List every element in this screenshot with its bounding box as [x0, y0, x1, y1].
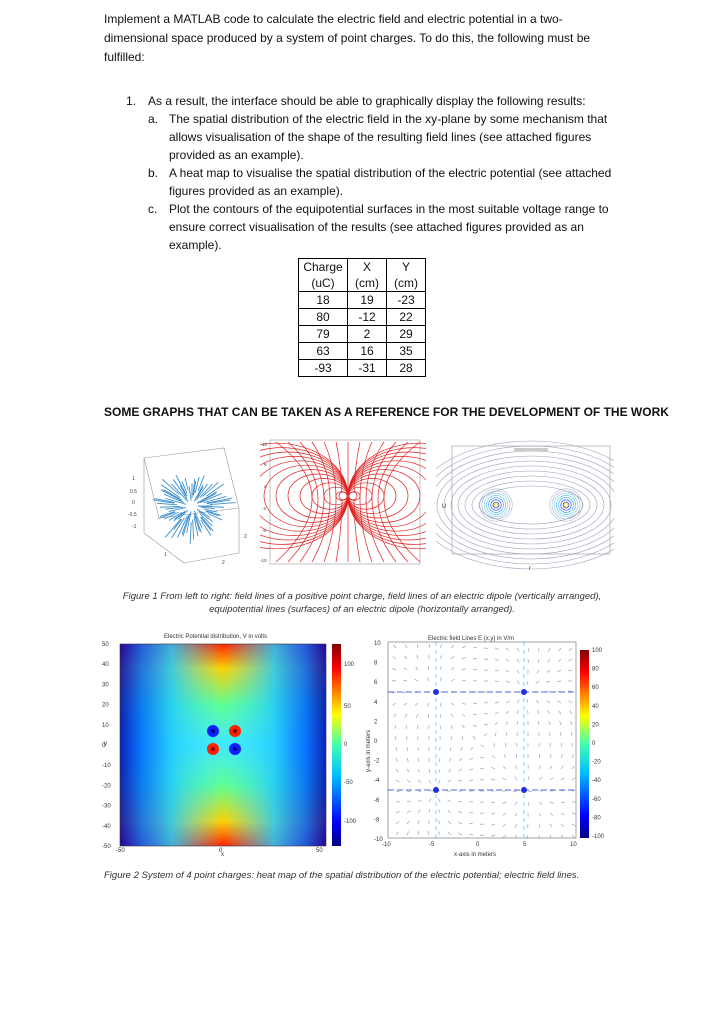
- heatmap-cbar-tick: 50: [344, 704, 351, 710]
- heatmap-ytick: 10: [102, 722, 109, 729]
- figure1-caption-line2: equipotential lines (surfaces) of an electric dipole (horizontally arranged).: [209, 604, 515, 615]
- svg-text:2: 2: [222, 560, 225, 566]
- field-arrow: [201, 507, 215, 509]
- field-xtick: -10: [382, 842, 391, 848]
- field-xtick: 5: [523, 842, 527, 848]
- heatmap-ytick: 20: [102, 702, 109, 709]
- field-ytick: 8: [374, 660, 378, 667]
- plot3-ylabel: U: [442, 504, 447, 510]
- heatmap-ytick: -50: [102, 844, 111, 850]
- svg-text:0: 0: [132, 500, 135, 506]
- heatmap-ytick: -10: [102, 763, 111, 770]
- heatmap-xlabel: x: [221, 852, 224, 856]
- sub-letter-b: b.: [148, 166, 159, 180]
- field-arrow: [190, 522, 191, 544]
- field-ytick: 2: [374, 719, 378, 726]
- field-arrow: [160, 506, 180, 507]
- header-y: Y (cm): [387, 259, 426, 292]
- heatmap-ytick: 50: [102, 642, 109, 648]
- field-xtick: 10: [570, 842, 577, 848]
- field-xtick: 0: [476, 842, 480, 848]
- plot3-xlabel: r: [529, 566, 531, 572]
- sub-item-c: Plot the contours of the equipotential surfaces in the most suitable voltage range to ensure correct visualisation of the results (see attached figures provided as an example).: [169, 202, 609, 252]
- sub-item-a: The spatial distribution of the electric field in the xy-plane by some mechanism that allows visualisation of the shape of the resulting field lines (see attached figures provided as an example).: [169, 112, 608, 162]
- heatmap-cbar-tick: -50: [344, 780, 353, 786]
- field-xtick: -5: [429, 842, 435, 848]
- figure2-caption: Figure 2 System of 4 point charges: heat map of the spatial distribution of the electric potential; electric field lines.: [104, 870, 580, 881]
- field-ytick: 6: [374, 680, 378, 687]
- field-cbar-tick: 60: [592, 685, 599, 692]
- table-row: 79 2 29: [299, 326, 426, 343]
- heatmap-ytick: 40: [102, 662, 109, 669]
- header-x: X (cm): [348, 259, 387, 292]
- field-cbar-tick: -60: [592, 796, 601, 803]
- heatmap-cbar-tick: -100: [344, 819, 357, 825]
- heatmap-xtick: -50: [116, 848, 125, 854]
- field-ytick: 4: [374, 699, 378, 706]
- svg-text:-10: -10: [260, 558, 267, 563]
- heatmap-xtick: 0: [219, 848, 223, 854]
- field-cbar-tick: -40: [592, 778, 601, 785]
- svg-text:0.5: 0.5: [130, 489, 137, 495]
- table-row: 80 -12 22: [299, 309, 426, 326]
- field-cbar-tick: -100: [592, 834, 605, 840]
- field-ytick: -4: [374, 778, 380, 785]
- heatmap-cbar-tick: 100: [344, 662, 355, 668]
- field-cbar-tick: 40: [592, 703, 599, 710]
- heatmap-ylabel: y: [104, 741, 107, 747]
- sub-letter-c: c.: [148, 202, 158, 216]
- figure1-plot1-radial-field: [104, 438, 254, 578]
- heatmap-ytick: -20: [102, 783, 111, 790]
- field-cbar-tick: 80: [592, 666, 599, 673]
- heatmap-ytick: -30: [102, 803, 111, 810]
- intro-paragraph: Implement a MATLAB code to calculate the electric field and electric potential in a two-dimensional space produced by a system of point charges. To do this, the following must be fulfilled:: [104, 12, 591, 64]
- field-ytick: -2: [374, 758, 380, 765]
- field-ytick: -10: [374, 837, 383, 843]
- section-heading: SOME GRAPHS THAT CAN BE TAKEN AS A REFERENCE FOR THE DEVELOPMENT OF THE WORK: [104, 405, 669, 419]
- field-title: Electric field Lines E (x,y) in V/m: [428, 636, 515, 642]
- header-charge: Charge (uC): [299, 259, 348, 292]
- field-arrow: [189, 486, 191, 500]
- field-ytick: -8: [374, 817, 380, 824]
- sub-item-b: A heat map to visualise the spatial distribution of the electric potential (see attached figures provided as an example).: [169, 166, 612, 198]
- heatmap-cbar-tick: 0: [344, 742, 348, 748]
- heatmap-ytick: 30: [102, 682, 109, 689]
- field-arrow: [185, 478, 188, 490]
- field-cbar-tick: 100: [592, 648, 603, 654]
- heatmap-xtick: 50: [316, 848, 323, 854]
- field-arrow: [160, 512, 175, 517]
- figure1-plot3-equipotential: [436, 440, 614, 574]
- field-cbar-tick: 20: [592, 722, 599, 729]
- table-row: 63 16 35: [299, 343, 426, 360]
- svg-text:1: 1: [132, 476, 135, 482]
- heatmap-title: Electric Potential distribution, V in volts: [164, 634, 268, 640]
- charges-table: [298, 258, 426, 377]
- field-ytick: -6: [374, 797, 380, 804]
- heatmap-ytick: 0: [102, 743, 106, 749]
- svg-text:2: 2: [264, 484, 267, 489]
- field-ytick: 10: [374, 641, 381, 647]
- svg-text:-2: -2: [262, 506, 267, 511]
- field-ylabel: y-axis in meters: [366, 729, 372, 772]
- svg-text:-6: -6: [262, 528, 267, 533]
- field-xlabel: x-axis in meters: [454, 852, 497, 858]
- svg-text:6: 6: [264, 462, 267, 467]
- field-cbar-tick: -20: [592, 759, 601, 766]
- figure1-plot2-dipole-field: [260, 438, 426, 572]
- field-cbar-tick: -80: [592, 815, 601, 822]
- svg-text:1: 1: [164, 552, 167, 558]
- table-row: -93 -31 28: [299, 360, 426, 377]
- field-cbar-tick: 0: [592, 741, 596, 747]
- svg-text:-1: -1: [132, 524, 137, 530]
- figure2-heatmap: [100, 628, 360, 856]
- field-ytick: 0: [374, 739, 378, 745]
- sub-letter-a: a.: [148, 112, 159, 126]
- list-number: 1.: [126, 94, 137, 108]
- heatmap-ytick: -40: [102, 823, 111, 830]
- svg-text:-0.5: -0.5: [128, 512, 137, 518]
- field-arrow: [193, 519, 194, 539]
- table-header-row: [299, 259, 426, 292]
- figure1-caption-line1: Figure 1 From left to right: field lines of a positive point charge, field lines of an electric dipole (vertically arranged),: [122, 591, 602, 602]
- svg-text:2: 2: [244, 534, 247, 540]
- list-item-text: As a result, the interface should be able to graphically display the following results:: [148, 94, 586, 108]
- figure2-field-lines: [358, 632, 616, 860]
- table-row: 18 19 -23: [299, 292, 426, 309]
- svg-text:10: 10: [262, 442, 268, 447]
